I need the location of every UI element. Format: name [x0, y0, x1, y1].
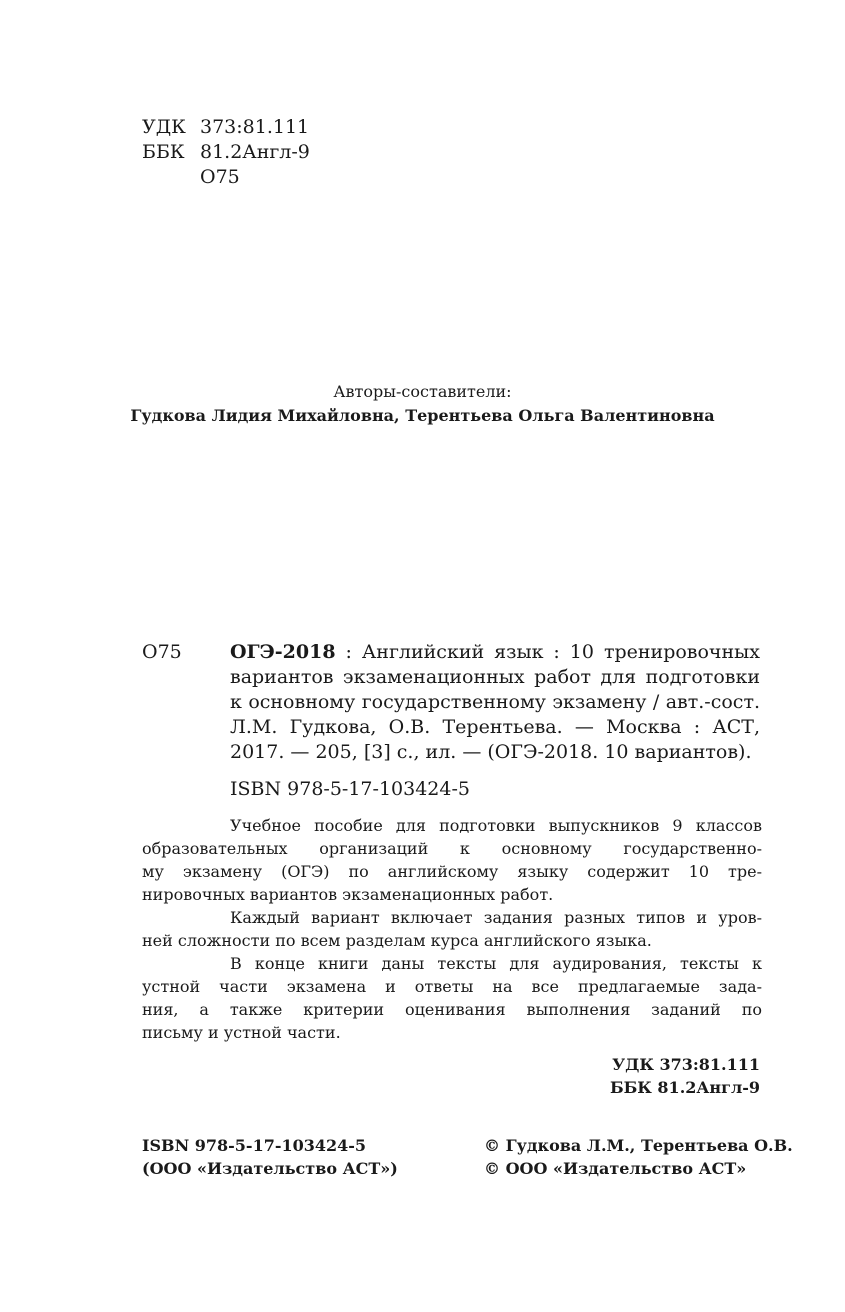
copyright-authors: © Гудкова Л.М., Терентьева О.В.: [484, 1136, 793, 1155]
udk-value: 373:81.111: [200, 116, 310, 138]
authors-names: Гудкова Лидия Михайловна, Терентьева Ольга Валентиновна: [130, 406, 715, 425]
index-udk: УДК 373:81.111: [612, 1055, 760, 1074]
record-line-text: : Английский язык : 10 тренировочных: [335, 641, 760, 663]
index-block: [560, 1053, 760, 1099]
annotation-line: В конце книги даны тексты для аудирования, тексты к: [230, 954, 762, 973]
footer-copyright-block: [484, 1134, 793, 1180]
record-line: [230, 640, 760, 665]
udk-row: [142, 115, 310, 140]
annotation-line: ния, а также критерии оценивания выполнения заданий по: [142, 1000, 762, 1019]
annotation-line: му экзамену (ОГЭ) по английскому языку содержит 10 тре-: [142, 862, 762, 881]
annotation-line: ней сложности по всем разделам курса английского языка.: [142, 931, 652, 950]
record-isbn: ISBN 978-5-17-103424-5: [230, 778, 470, 800]
annotation-line: образовательных организаций к основному государственно-: [142, 839, 762, 858]
classification-block: [142, 115, 310, 190]
annotation-line: Учебное пособие для подготовки выпускников 9 классов: [230, 816, 762, 835]
index-bbk: ББК 81.2Англ-9: [609, 1078, 760, 1097]
bbk-label: ББК: [142, 141, 185, 163]
author-sign: О75: [200, 166, 240, 188]
copyright-publisher: © ООО «Издательство АСТ»: [484, 1159, 747, 1178]
record-line: вариантов экзаменационных работ для подготовки: [230, 666, 760, 688]
footer-isbn-block: [142, 1134, 398, 1180]
annotation-line: устной части экзамена и ответы на все предлагаемые зада-: [142, 977, 762, 996]
record-description: [230, 640, 760, 765]
annotation-line: нировочных вариантов экзаменационных работ.: [142, 885, 554, 904]
record-line: 2017. — 205, [3] с., ил. — (ОГЭ-2018. 10 вариантов).: [230, 741, 752, 763]
author-sign-row: [142, 165, 310, 190]
record-line: к основному государственному экзамену / авт.-сост.: [230, 691, 760, 713]
authors-label: Авторы-составители:: [333, 382, 512, 401]
record-author-sign: О75: [142, 641, 182, 663]
record-title: ОГЭ-2018: [230, 641, 336, 663]
annotation-line: письму и устной части.: [142, 1023, 341, 1042]
footer-publisher: (ООО «Издательство АСТ»): [142, 1159, 398, 1178]
annotation-line: Каждый вариант включает задания разных типов и уров-: [230, 908, 762, 927]
bbk-value: 81.2Англ-9: [200, 141, 310, 163]
footer-isbn: ISBN 978-5-17-103424-5: [142, 1136, 367, 1155]
udk-label: УДК: [142, 116, 186, 138]
bbk-row: [142, 140, 310, 165]
authors-block: [0, 380, 845, 428]
record-line: Л.М. Гудкова, О.В. Терентьева. — Москва : АСТ,: [230, 716, 760, 738]
annotation: [142, 814, 762, 1044]
